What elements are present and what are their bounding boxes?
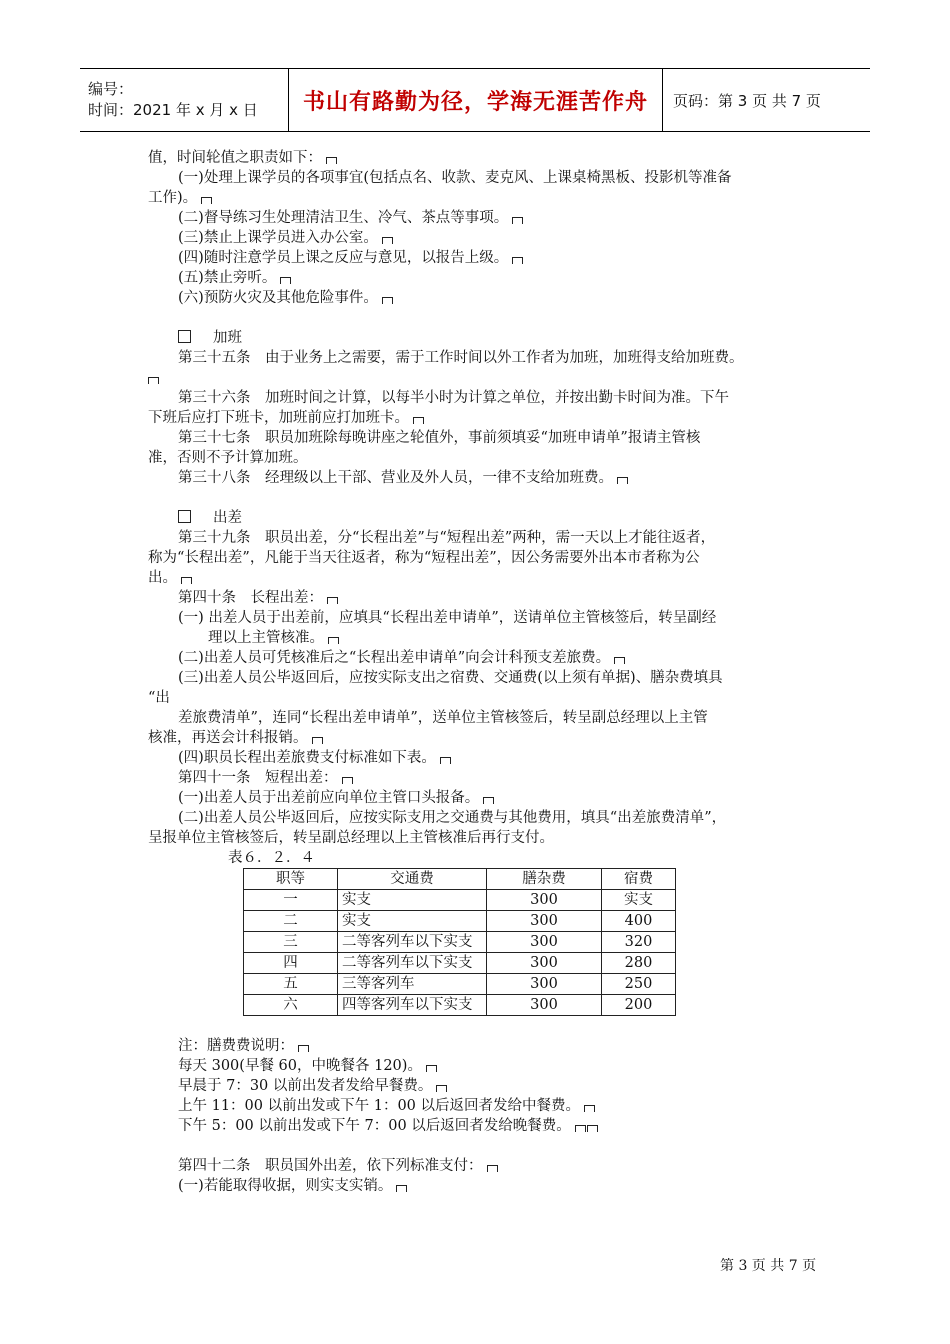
table-cell: 320 bbox=[602, 932, 676, 953]
paragraph: 核准，再送会计科报销。 bbox=[148, 728, 828, 748]
paragraph: “出 bbox=[148, 690, 170, 706]
table-cell: 300 bbox=[487, 932, 602, 953]
table-cell: 300 bbox=[487, 953, 602, 974]
table-cell: 280 bbox=[602, 953, 676, 974]
table-cell: 一 bbox=[244, 890, 338, 911]
paragraph: (三)出差人员公毕返回后，应按实际支出之宿费、交通费(以上须有单据)、膳杂费填具 bbox=[178, 670, 723, 686]
paragraph: 工作)。 bbox=[148, 188, 828, 208]
table-cell: 二 bbox=[244, 911, 338, 932]
table-header-cell: 宿费 bbox=[602, 869, 676, 890]
paragraph: (二)出差人员可凭核准后之“长程出差申请单”向会计科预支差旅费。 bbox=[148, 648, 828, 668]
paragraph: (四)职员长程出差旅费支付标准如下表。 bbox=[148, 748, 828, 768]
paragraph: 称为“长程出差”，凡能于当天往返者，称为“短程出差”，因公务需要外出本市者称为公 bbox=[148, 550, 700, 566]
header-motto: 书山有路勤为径，学海无涯苦作舟 bbox=[289, 69, 663, 131]
table-row bbox=[244, 953, 676, 974]
note-line: 每天 300(早餐 60，中晚餐各 120)。 bbox=[148, 1056, 828, 1076]
table-cell: 300 bbox=[487, 911, 602, 932]
paragraph: (一)出差人员于出差前应向单位主管口头报备。 bbox=[148, 788, 828, 808]
paragraph: 值，时间轮值之职责如下： bbox=[148, 148, 828, 168]
table-cell: 六 bbox=[244, 995, 338, 1016]
document-date: 时间：2021 年 x 月 x 日 bbox=[88, 101, 258, 119]
table-cell: 300 bbox=[487, 890, 602, 911]
table-caption: 表６．２．４ bbox=[228, 850, 315, 866]
page-header bbox=[80, 68, 870, 132]
paragraph: 下班后应打下班卡，加班前应打加班卡。 bbox=[148, 408, 828, 428]
paragraph: (五)禁止旁听。 bbox=[148, 268, 828, 288]
paragraph: 呈报单位主管核签后，转呈副总经理以上主管核准后再行支付。 bbox=[148, 830, 554, 846]
table-header-cell: 膳杂费 bbox=[487, 869, 602, 890]
article-38: 第三十八条 经理级以上干部、营业及外人员，一律不支给加班费。 bbox=[148, 468, 828, 488]
table-row bbox=[244, 995, 676, 1016]
table-header-row bbox=[244, 869, 676, 890]
section-heading-business-trip: 出差 bbox=[148, 508, 828, 528]
article-35: 第三十五条 由于业务上之需要，需于工作时间以外工作者为加班，加班得支给加班费。 bbox=[178, 350, 744, 366]
article-41: 第四十一条 短程出差： bbox=[148, 768, 828, 788]
table-cell: 四等客列车以下实支 bbox=[338, 995, 487, 1016]
page-footer-number: 第 3 页 共 7 页 bbox=[720, 1258, 817, 1274]
article-37: 第三十七条 职员加班除每晚讲座之轮值外，事前须填妥“加班申请单”报请主管核 bbox=[178, 430, 701, 446]
paragraph: 出。 bbox=[148, 568, 828, 588]
paragraph: (二)督导练习生处理清洁卫生、冷气、茶点等事项。 bbox=[148, 208, 828, 228]
paragraph: 准，否则不予计算加班。 bbox=[148, 450, 308, 466]
note-line: 下午 5：00 以前出发或下午 7：00 以后返回者发给晚餐费。 bbox=[148, 1116, 828, 1136]
table-row bbox=[244, 932, 676, 953]
table-header-cell: 交通费 bbox=[338, 869, 487, 890]
table-header-cell: 职等 bbox=[244, 869, 338, 890]
checkbox-square-icon bbox=[178, 510, 191, 523]
note-line: 上午 11：00 以前出发或下午 1：00 以后返回者发给中餐费。 bbox=[148, 1096, 828, 1116]
paragraph: (一)处理上课学员的各项事宜(包括点名、收款、麦克风、上课桌椅黑板、投影机等准备 bbox=[178, 170, 732, 186]
note-heading: 注：膳费费说明： bbox=[148, 1036, 828, 1056]
paragraph: (四)随时注意学员上课之反应与意见，以报告上级。 bbox=[148, 248, 828, 268]
table-cell: 实支 bbox=[338, 911, 487, 932]
table-cell: 300 bbox=[487, 995, 602, 1016]
table-cell: 二等客列车以下实支 bbox=[338, 953, 487, 974]
article-36: 第三十六条 加班时间之计算，以每半小时为计算之单位，并按出勤卡时间为准。下午 bbox=[178, 390, 729, 406]
table-row bbox=[244, 890, 676, 911]
section-heading-overtime: 加班 bbox=[148, 328, 828, 348]
table-row bbox=[244, 911, 676, 932]
table-cell: 实支 bbox=[602, 890, 676, 911]
table-cell: 三等客列车 bbox=[338, 974, 487, 995]
paragraph: (六)预防火灾及其他危险事件。 bbox=[148, 288, 828, 308]
table-cell: 四 bbox=[244, 953, 338, 974]
table-cell: 五 bbox=[244, 974, 338, 995]
checkbox-square-icon bbox=[178, 330, 191, 343]
table-cell: 250 bbox=[602, 974, 676, 995]
document-number-label: 编号： bbox=[88, 80, 134, 98]
table-cell: 300 bbox=[487, 974, 602, 995]
article-39: 第三十九条 职员出差，分“长程出差”与“短程出差”两种，需一天以上才能往返者， bbox=[178, 530, 716, 546]
paragraph: (一)若能取得收据，则实支实销。 bbox=[148, 1176, 828, 1196]
header-meta bbox=[80, 69, 289, 131]
table-row bbox=[244, 974, 676, 995]
paragraph: (三)禁止上课学员进入办公室。 bbox=[148, 228, 828, 248]
note-line: 早晨于 7：30 以前出发者发给早餐费。 bbox=[148, 1076, 828, 1096]
paragraph-mark bbox=[148, 368, 828, 388]
paragraph: 差旅费清单”，连同“长程出差申请单”，送单位主管核签后，转呈副总经理以上主管 bbox=[178, 710, 708, 726]
article-40: 第四十条 长程出差： bbox=[148, 588, 828, 608]
table-cell: 实支 bbox=[338, 890, 487, 911]
travel-expense-table bbox=[243, 868, 676, 1016]
table-cell: 200 bbox=[602, 995, 676, 1016]
paragraph: 理以上主管核准。 bbox=[148, 628, 828, 648]
article-42: 第四十二条 职员国外出差，依下列标准支付： bbox=[148, 1156, 828, 1176]
table-cell: 400 bbox=[602, 911, 676, 932]
paragraph: (二)出差人员公毕返回后，应按实际支用之交通费与其他费用，填具“出差旅费清单”， bbox=[178, 810, 727, 826]
header-page-number: 页码：第 3 页 共 7 页 bbox=[673, 91, 821, 110]
table-cell: 三 bbox=[244, 932, 338, 953]
paragraph: (一) 出差人员于出差前，应填具“长程出差申请单”，送请单位主管核签后，转呈副经 bbox=[178, 610, 717, 626]
table-cell: 二等客列车以下实支 bbox=[338, 932, 487, 953]
document-body bbox=[148, 148, 828, 1196]
